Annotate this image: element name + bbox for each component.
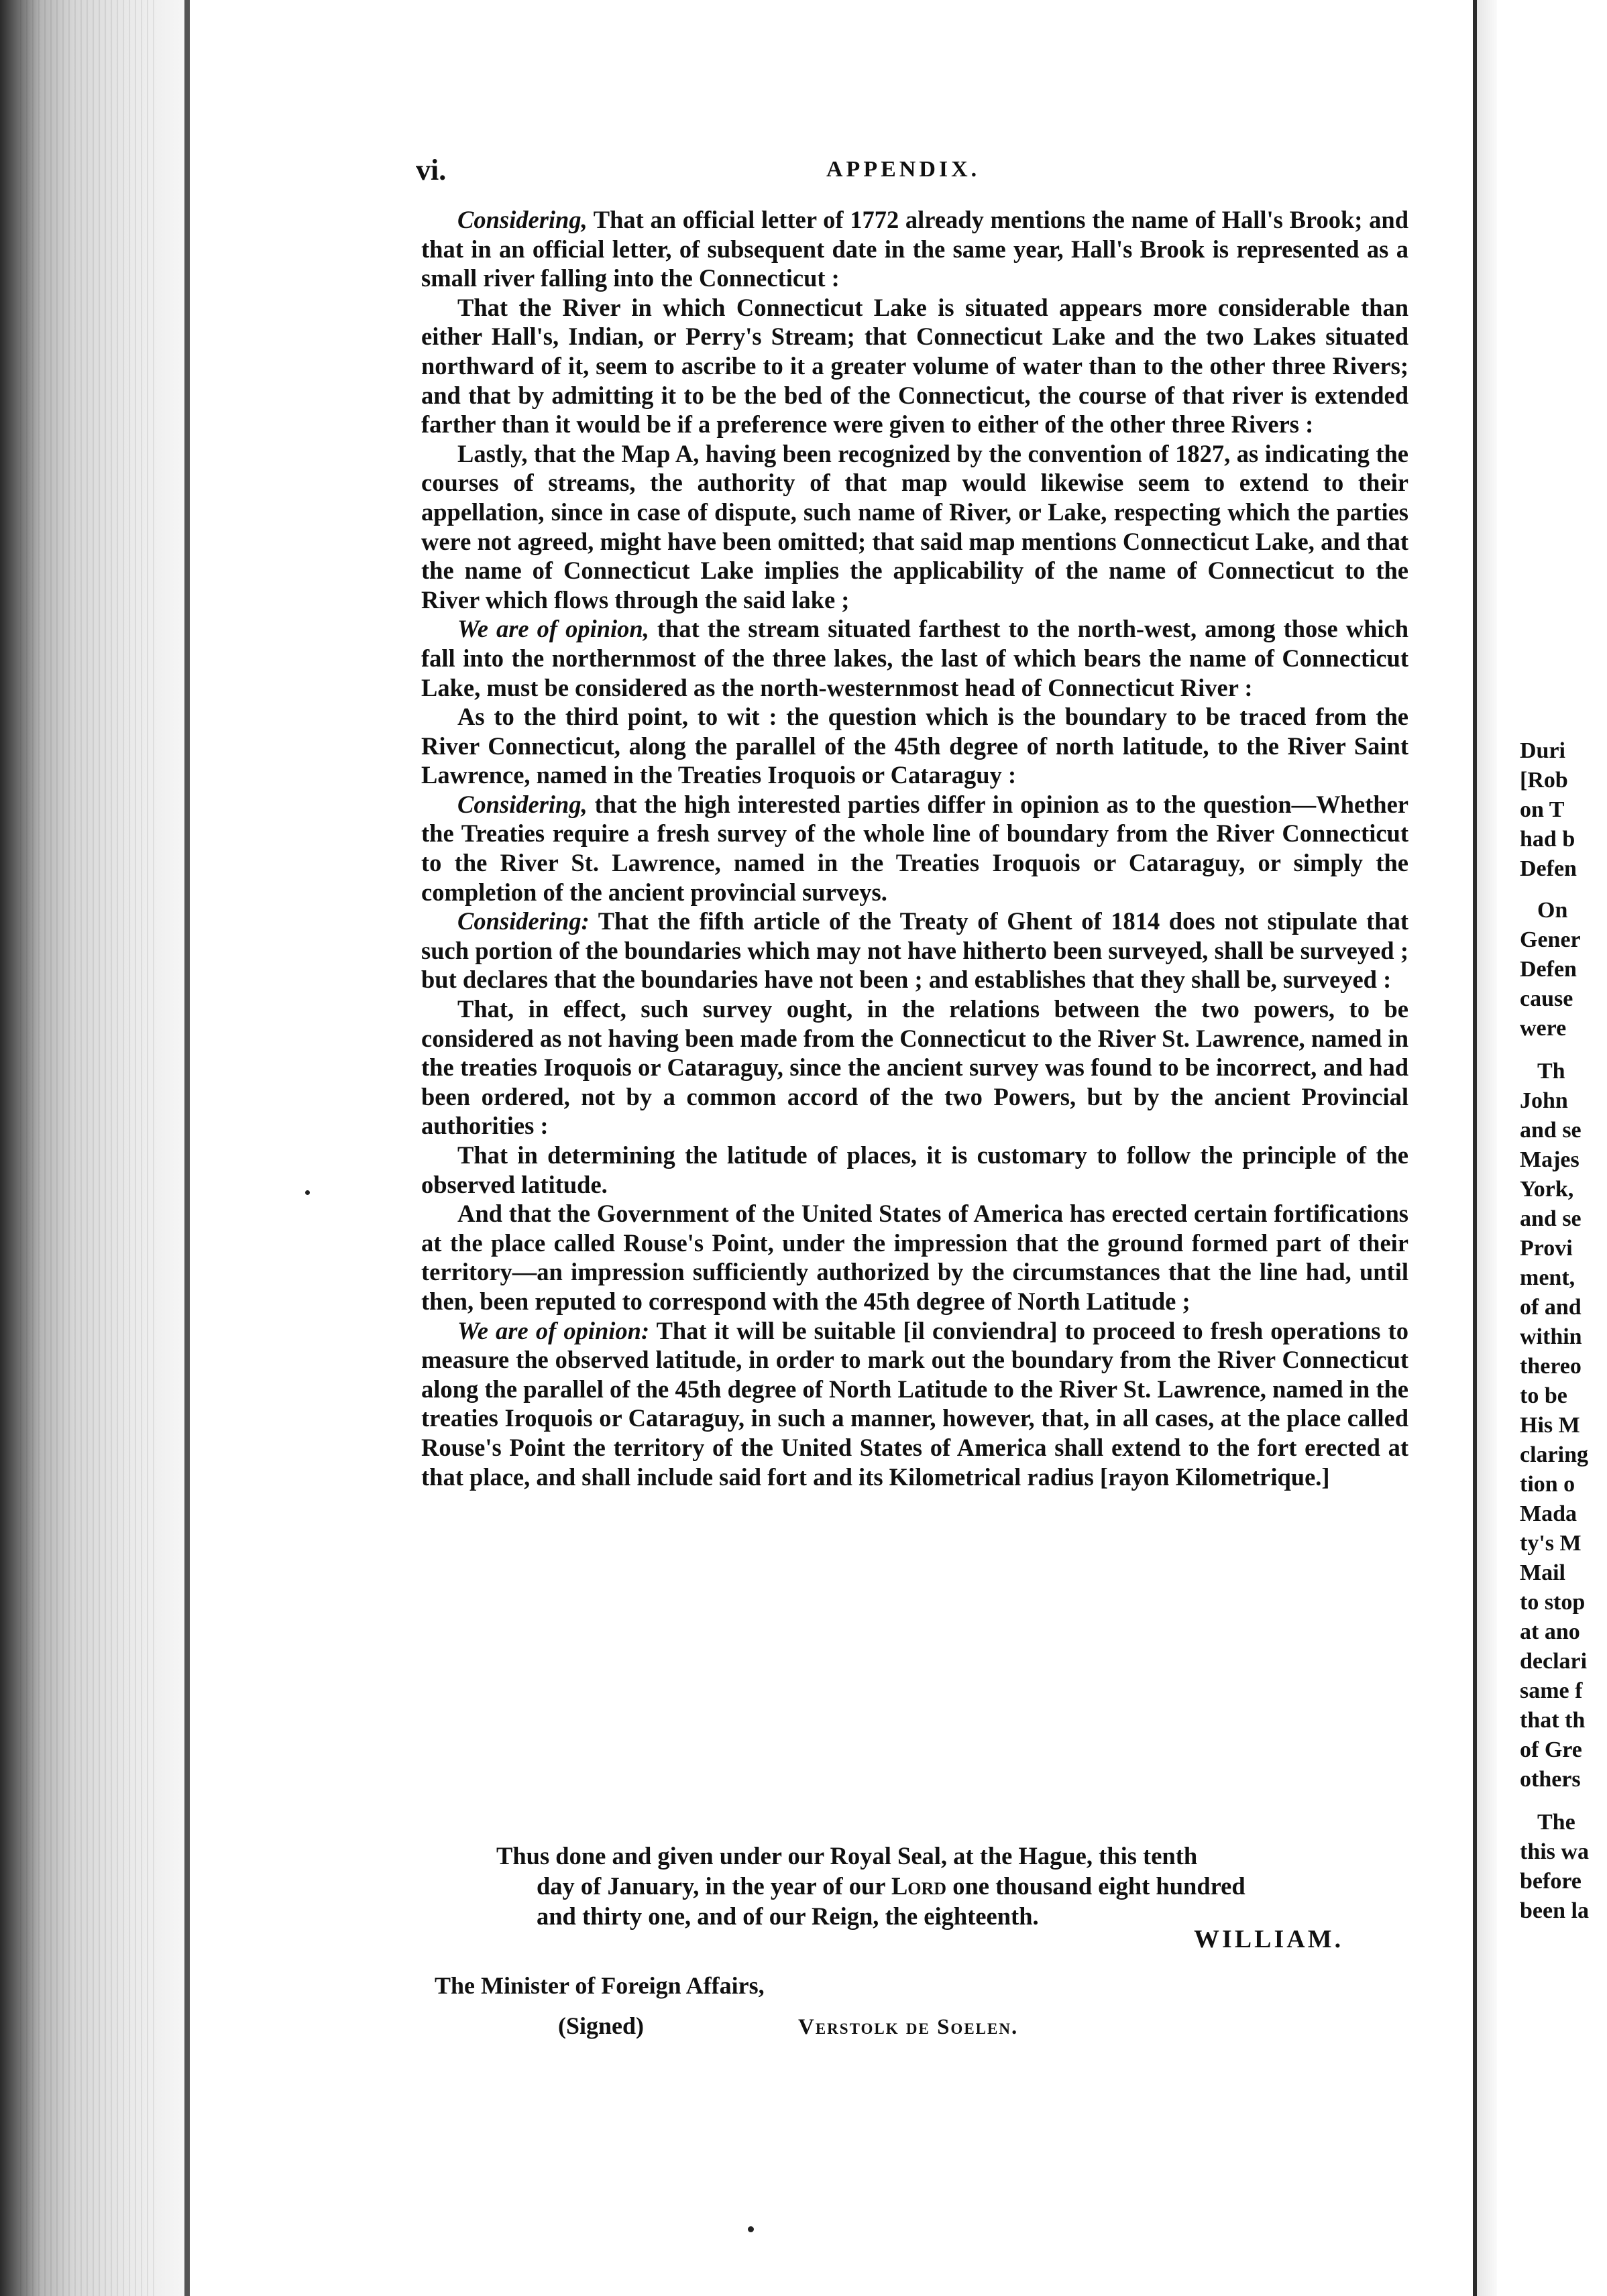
fragment-line: Majes — [1520, 1147, 1580, 1172]
paragraph-text: That the River in which Connecticut Lake is situated appears more considerable than either Hall's, Indian, or Perry's Stream; that Connecticut Lake and the two Lakes situated northward of it, seem to ascribe to it a greater volume of water than to the other three Rivers; and that by admitting it to be the bed of the Connecticut, the course of that river is extended farther than it would be if a preference were given to either of the other three Rivers : — [421, 293, 1408, 439]
paragraph — [421, 790, 1408, 907]
paragraph-text: That, in effect, such survey ought, in the relations between the two powers, to be considered as not having been made from the Connecticut to the River St. Lawrence, named in the treaties Iroquois or Cataraguy, since the ancient survey was found to be incorrect, and had been ordered, not by a common accord of the two Powers, but by the ancient Provincial authorities : — [421, 995, 1408, 1140]
fragment-line: thereo — [1520, 1354, 1582, 1379]
paragraph-lead: We are of opinion: — [457, 1316, 650, 1344]
paragraph — [421, 293, 1408, 439]
paragraph — [421, 205, 1408, 293]
signed-mark: (Signed) — [558, 2012, 645, 2039]
paragraph-text: That the fifth article of the Treaty of Ghent of 1814 does not stipulate that such portion of the boundaries which may not have hitherto been surveyed, shall be surveyed ; but declares that the boundaries have not been ; and establishes that they shall be, surveyed : — [421, 907, 1408, 994]
closing-formula — [496, 1841, 1425, 1931]
fragment-line: ment, — [1520, 1265, 1575, 1290]
fragment-line: The — [1537, 1810, 1575, 1835]
fragment-line: that th — [1520, 1708, 1586, 1733]
paragraph-lead: Considering, — [457, 206, 588, 233]
paragraph-lead: We are of opinion, — [457, 615, 649, 643]
paragraph-text: And that the Government of the United States of America has erected certain fortifications at the place called Rouse's Point, under the impression that the ground formed part of their territory—an impression sufficiently authorized by the circumstances that the line had, until then, been reputed to correspond with the 45th degree of North Latitude ; — [421, 1200, 1408, 1315]
fragment-line: before — [1520, 1869, 1582, 1894]
fragment-line: and se — [1520, 1206, 1582, 1231]
minister-line: The Minister of Foreign Affairs, — [435, 1972, 765, 1999]
fragment-line: ty's M — [1520, 1531, 1582, 1556]
paragraph-lead: Considering: — [457, 907, 590, 935]
royal-signature: WILLIAM. — [1194, 1925, 1344, 1953]
fragment-line: to be — [1520, 1383, 1567, 1408]
fragment-line: York, — [1520, 1177, 1574, 1202]
fragment-line: On — [1537, 898, 1568, 923]
fragment-line: [Rob — [1520, 768, 1568, 793]
fragment-line: Defen — [1520, 957, 1577, 982]
paragraph-text: That an official letter of 1772 already mentions the name of Hall's Brook; and that in an official letter, of subsequent date in the same year, Hall's Brook is represented as a small river falling into the Connecticut : — [421, 206, 1408, 292]
fragment-line: John — [1520, 1088, 1568, 1113]
fragment-line: of and — [1520, 1295, 1582, 1320]
fragment-line: claring — [1520, 1442, 1588, 1467]
fragment-line: His M — [1520, 1413, 1580, 1438]
scan-page-edges — [20, 0, 154, 2296]
paragraph-text: That it will be suitable [il conviendra] to proceed to fresh operations to measure the observed latitude, in order to mark out the boundary from the River Connecticut along the parallel of the 45th degree of North Latitude to the River St. Lawrence, named in the treaties Iroquois or Cataraguy, in such a manner, however, that, in all cases, at the place called Rouse's Point the territory of the United States of America shall extend to the fort erected at that place, and shall include said fort and its Kilometrical radius [rayon Kilometrique.] — [421, 1316, 1409, 1491]
closing-line: and thirty one, and of our Reign, the eighteenth. — [537, 1902, 1039, 1930]
fragment-line: Provi — [1520, 1236, 1573, 1261]
fragment-line: Gener — [1520, 927, 1581, 952]
fragment-line: of Gre — [1520, 1737, 1582, 1762]
paragraph — [421, 614, 1408, 702]
fragment-line: and se — [1520, 1118, 1582, 1143]
fragment-line: had b — [1520, 827, 1575, 852]
fragment-line: on T — [1520, 797, 1565, 822]
lord-word: Lord — [891, 1872, 947, 1900]
paragraph-text: That in determining the latitude of places, it is customary to follow the principle of the observed latitude. — [421, 1141, 1408, 1198]
signer-name: Verstolk de Soelen. — [798, 2015, 1019, 2039]
closing-line: day of January, in the year of our Lord one thousand eight hundred — [537, 1872, 1245, 1900]
running-head: APPENDIX. — [826, 157, 981, 182]
paragraph — [421, 1199, 1408, 1316]
fragment-line: Th — [1537, 1059, 1565, 1084]
fragment-line: been la — [1520, 1898, 1589, 1923]
fragment-line: Mada — [1520, 1501, 1577, 1526]
page-header — [416, 153, 1422, 193]
closing-line: Thus done and given under our Royal Seal, at the Hague, this tenth — [496, 1842, 1198, 1870]
fragment-line: at ano — [1520, 1619, 1580, 1644]
fragment-line: declari — [1520, 1649, 1588, 1674]
fragment-line: Defen — [1520, 856, 1577, 881]
fragment-line: same f — [1520, 1678, 1583, 1703]
paragraph — [421, 1316, 1408, 1492]
fragment-line: to stop — [1520, 1590, 1586, 1615]
paragraph — [421, 1141, 1408, 1199]
ink-speck — [748, 2226, 754, 2232]
fragment-line: Mail — [1520, 1560, 1565, 1585]
paragraph — [421, 907, 1408, 994]
paragraph-text: that the stream situated farthest to the north-west, among those which fall into the northernmost of the three lakes, the last of which bears the name of Connecticut Lake, must be considered as the north-westernmost head of Connecticut River : — [421, 615, 1409, 701]
fragment-line: others — [1520, 1767, 1581, 1792]
fragment-line: Duri — [1520, 738, 1565, 763]
paragraph-lead: Considering, — [457, 790, 588, 818]
fragment-line: within — [1520, 1324, 1582, 1349]
paragraph-text: Lastly, that the Map A, having been recognized by the convention of 1827, as indicating the courses of streams, the authority of that map would likewise seem to extend to their appellation, since in case of dispute, such name of River, or Lake, respecting which the parties were not agreed, might have been omitted; that said map mentions Connecticut Lake, and that the name of Connecticut Lake implies the applicability of the name of Connecticut to the River which flows through the said lake ; — [421, 439, 1408, 614]
fragment-line: were — [1520, 1016, 1567, 1041]
page-gutter — [1477, 0, 1497, 2296]
fragment-line: tion o — [1520, 1472, 1575, 1497]
fragment-line: this wa — [1520, 1839, 1589, 1864]
ink-speck — [305, 1190, 310, 1195]
page-left-border — [184, 0, 190, 2296]
page-number: vi. — [416, 154, 447, 186]
paragraph-text: As to the third point, to wit : the question which is the boundary to be traced from the River Connecticut, along the parallel of the 45th degree of north latitude, to the River Saint Lawrence, named in the Treaties Iroquois or Cataraguy : — [421, 703, 1408, 789]
body-text — [421, 205, 1408, 1491]
adjacent-page-fragment — [1497, 0, 1607, 2296]
fragment-line: cause — [1520, 986, 1573, 1011]
paragraph-text: that the high interested parties differ in opinion as to the question—Whether the Treaties require a fresh survey of the whole line of boundary from the River Connecticut to the River St. Lawrence, named in the Treaties Iroquois or Cataraguy, or simply the completion of the ancient provincial surveys. — [421, 790, 1408, 906]
paragraph — [421, 439, 1408, 615]
paragraph — [421, 994, 1408, 1141]
paragraph — [421, 702, 1408, 790]
